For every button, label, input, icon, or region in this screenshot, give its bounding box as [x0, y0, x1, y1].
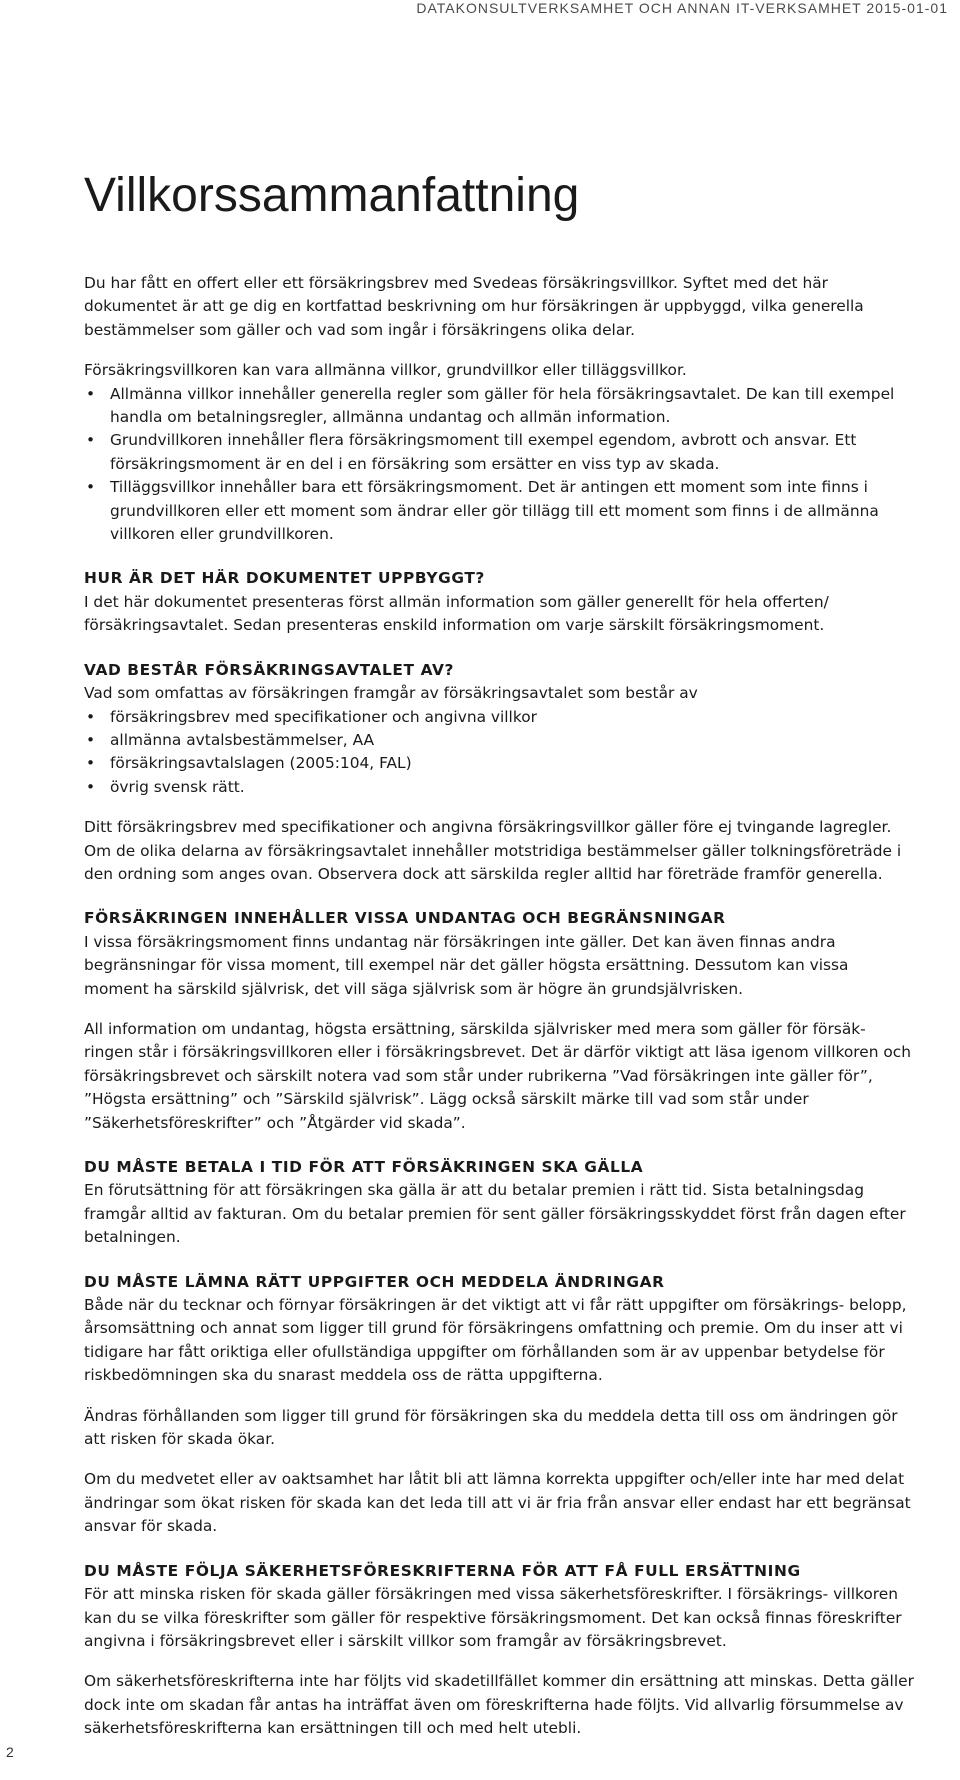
- section-payment: [84, 1156, 914, 1250]
- bullet-icon: •: [86, 754, 96, 773]
- bullet-icon: •: [86, 777, 96, 796]
- list-item: • Allmänna villkor innehåller generella regler som gäller för hela försäkringsavtalet. De kan till exempel handla om betalningsregler, allmänna undantag och allmän information.: [86, 384, 895, 427]
- section-safety: [84, 1560, 914, 1741]
- bullet-icon: •: [86, 431, 96, 450]
- section-exceptions: [84, 907, 914, 1135]
- section-agreement: [84, 659, 914, 887]
- page-title: Villkorssammanfattning: [84, 169, 580, 222]
- section-paragraph: Både när du tecknar och förnyar försäkringen är det viktigt att vi får rätt uppgifter om försäkrings- belopp, årsomsättning och annat som ligger till grund för försäkringens omfattning och premie. Om du inser att vi tidigare har fått oriktiga eller ofullständiga uppgifter om förhållanden som är av uppenbar betydelse för riskbedömningen ska du snarast meddela oss de rätta uppgifterna.: [84, 1296, 907, 1385]
- section-heading: DU MÅSTE FÖLJA SÄKERHETSFÖRESKRIFTERNA FÖR ATT FÅ FULL ERSÄTTNING: [84, 1561, 801, 1580]
- bullet-icon: •: [86, 384, 96, 403]
- section-paragraph: All information om undantag, högsta ersättning, särskilda självrisker med mera som gäller för försäk- ringen står i försäkringsvillkoren eller i försäkringsbrevet. Det är därför viktigt att läsa igenom villkoren och försäkringsbrevet och särskilt notera vad som står under rubrikerna ”Vad försäkringen inte gäller för”, ”Högsta ersättning” och ”Särskild självrisk”. Lägg också särskilt märke till vad som står under ”Säkerhetsföreskrifter” och ”Åtgärder vid skada”.: [84, 1019, 912, 1132]
- section-paragraph: Om säkerhetsföreskrifterna inte har följts vid skadetillfället kommer din ersättning att minskas. Detta gäller dock inte om skadan får antas ha inträffat även om föreskrifterna hade följts. Vid allvarlig försummelse av säkerhetsföreskrifterna kan ersättningen till och med helt utebli.: [84, 1672, 914, 1738]
- list-item: • övrig svensk rätt.: [84, 776, 914, 799]
- section-paragraph: Ändras förhållanden som ligger till grund för försäkringen ska du meddela detta till oss om ändringen gör att risken för skada ökar.: [84, 1406, 898, 1449]
- intro-paragraph: Du har fått en offert eller ett försäkringsbrev med Svedeas försäkringsvillkor. Syftet med det här dokumentet är att ge dig en kortfattad beskrivning om hur försäkringen är uppbyggd, vilka generella bestämmelser som gäller och vad som ingår i försäkringens olika delar.: [84, 274, 864, 339]
- section-heading: DU MÅSTE BETALA I TID FÖR ATT FÖRSÄKRINGEN SKA GÄLLA: [84, 1158, 644, 1176]
- list-item: • försäkringsavtalslagen (2005:104, FAL): [84, 752, 914, 775]
- bullet-icon: •: [86, 730, 96, 749]
- section-heading: VAD BESTÅR FÖRSÄKRINGSAVTALET AV?: [84, 660, 455, 679]
- section-paragraph: I det här dokumentet presenteras först allmän information som gäller generellt för hela offerten/ försäkringsavtalet. Sedan presenteras enskild information om varje särskilt försäkringsmoment.: [84, 592, 829, 635]
- section-paragraph: För att minska risken för skada gäller försäkringen med vissa säkerhetsföreskrifter. I försäkrings- villkoren kan du se vilka föreskrifter som gäller för respektive försäkringsmoment. Det kan också finnas föreskrifter angivna i försäkringsbrevet eller i särskilt villkor som framgår av försäkringsbrevet.: [84, 1585, 902, 1650]
- bullet-icon: •: [86, 478, 96, 497]
- section-paragraph: Ditt försäkringsbrev med specifikationer och angivna försäkringsvillkor gäller före ej tvingande lagregler. Om de olika delarna av försäkringsavtalet innehåller motstridiga bestämmelser gäller tolkningsföreträde i den ordning som anges ovan. Observera dock att särskilda regler alltid har företräde framför generella.: [84, 818, 902, 883]
- section-paragraph: I vissa försäkringsmoment finns undantag när försäkringen inte gäller. Det kan även finnas andra begränsningar för vissa moment, till exempel när det gäller högsta ersättning. Dessutom kan vissa moment ha särskild självrisk, det vill säga självrisk som är högre än grundsjälvrisken.: [84, 932, 849, 998]
- types-list: [84, 383, 914, 547]
- types-lead: Försäkringsvillkoren kan vara allmänna villkor, grundvillkor eller tilläggsvillkor.: [84, 361, 687, 380]
- section-heading: HUR ÄR DET HÄR DOKUMENTET UPPBYGGT?: [84, 569, 485, 588]
- section-heading: DU MÅSTE LÄMNA RÄTT UPPGIFTER OCH MEDDELA ÄNDRINGAR: [84, 1272, 665, 1291]
- section-paragraph: Vad som omfattas av försäkringen framgår av försäkringsavtalet som består av: [84, 684, 698, 703]
- section-structure: [84, 567, 914, 637]
- list-item: • Grundvillkoren innehåller flera försäkringsmoment till exempel egendom, avbrott och ansvar. Ett försäkringsmoment är en del i en försäkring som ersätter en viss typ av skada.: [86, 431, 857, 473]
- section-information: [84, 1271, 914, 1539]
- section-heading: FÖRSÄKRINGEN INNEHÅLLER VISSA UNDANTAG OCH BEGRÄNSNINGAR: [84, 909, 726, 928]
- list-item: • Tilläggsvillkor innehåller bara ett försäkringsmoment. Det är antingen ett moment som inte finns i grundvillkoren eller ett moment som ändrar eller gör tillägg till ett moment som finns i de allmänna villkoren eller grundvillkoren.: [86, 478, 879, 544]
- list-item: • allmänna avtalsbestämmelser, AA: [84, 729, 914, 752]
- bullet-icon: •: [86, 707, 96, 726]
- section-paragraph: En förutsättning för att försäkringen ska gälla är att du betalar premien i rätt tid. Sista betalningsdag framgår alltid av fakturan. Om du betalar premien för sent gäller försäkringsskyddet först från dagen efter betalningen.: [84, 1181, 906, 1247]
- list-item: • försäkringsbrev med specifikationer och angivna villkor: [84, 706, 914, 729]
- section-paragraph: Om du medvetet eller av oaktsamhet har låtit bli att lämna korrekta uppgifter och/eller inte har med delat ändringar som ökat risken för skada kan det leda till att vi är fria från ansvar eller endast har ett begränsat ansvar för skada.: [84, 1470, 911, 1536]
- page-number: 2: [6, 1744, 14, 1760]
- document-body: [84, 272, 914, 1741]
- agreement-list: [84, 706, 914, 800]
- document-header: DATAKONSULTVERKSAMHET OCH ANNAN IT-VERKSAMHET 2015-01-01: [416, 0, 948, 16]
